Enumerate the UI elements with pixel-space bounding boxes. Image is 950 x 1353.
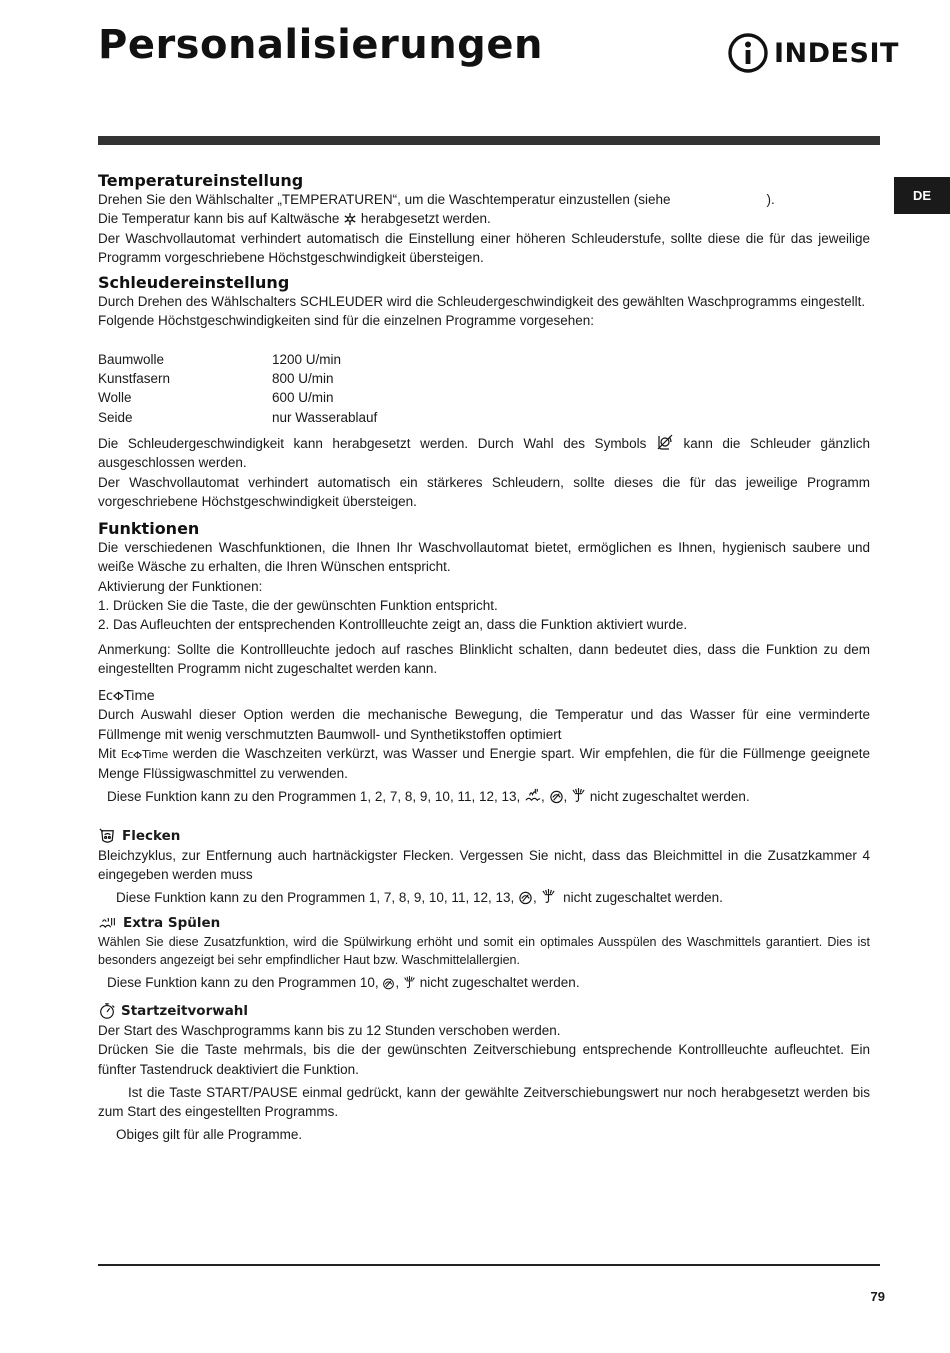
- page-number: 79: [870, 1289, 885, 1304]
- ecotime-note: Diese Funktion kann zu den Programmen 1, 2, 7, 8, 9, 10, 11, 12, 13, , , nicht zugeschaltet werden.: [107, 789, 750, 805]
- speed-cell: nur Wasserablauf: [272, 409, 378, 425]
- wool-icon: [524, 787, 541, 804]
- flecken-note: Diese Funktion kann zu den Programmen 1, 7, 8, 9, 10, 11, 12, 13, , nicht zugeschaltet werden.: [116, 890, 723, 906]
- page-title: Personalisierungen: [98, 22, 543, 68]
- shower-icon: [541, 888, 556, 905]
- speed-cell: 1200 U/min: [272, 351, 342, 367]
- program-cell: Wolle: [98, 390, 132, 406]
- silk-icon: [549, 789, 564, 804]
- section-funktionen: [98, 519, 870, 678]
- no-spin-icon: [656, 433, 674, 451]
- language-tab: DE: [894, 177, 950, 214]
- heading-startzeitvorwahl: Startzeitvorwahl: [98, 1002, 870, 1021]
- brand-logo: [727, 32, 899, 74]
- startzeit-para4: Obiges gilt für alle Programme.: [116, 1127, 303, 1143]
- footer-rule: [98, 1264, 880, 1266]
- shower-icon: [403, 975, 416, 990]
- main-content: [98, 171, 870, 1145]
- flecken-para1: Bleichzyklus, zur Entfernung auch hartnäckigster Flecken. Vergessen Sie nicht, dass das Bleichmittel in die Zusatzkammer 4 eingegeben werden muss: [98, 847, 870, 883]
- speed-table: [98, 350, 377, 427]
- heading-flecken: Flecken: [98, 827, 870, 846]
- section-schleuder: [98, 273, 870, 511]
- startzeit-para1: Der Start des Waschprogramms kann bis zu 12 Stunden verschoben werden.: [98, 1022, 561, 1038]
- brand-i-icon: [727, 32, 769, 74]
- funktionen-intro: Die verschiedenen Waschfunktionen, die Ihnen Ihr Waschvollautomat bietet, ermöglichen es Ihnen, hygienisch saubere und weiße Wäsche zu erhalten, die Ihren Wünschen entspricht.: [98, 540, 870, 575]
- header-rule: [98, 136, 880, 145]
- snowflake-icon: [343, 212, 357, 226]
- section-extra-spuelen: [98, 914, 870, 992]
- funktionen-note: Anmerkung: Sollte die Kontrollleuchte jedoch auf rasches Blinklicht schalten, dann bedeutet dies, dass die Funktion zu dem eingestellten Programm nicht zugeschaltet werden kann.: [98, 641, 870, 676]
- schleuder-para4: Der Waschvollautomat verhindert automatisch ein stärkeres Schleudern, sollte dieses die für das jeweilige Programm vorgeschriebene Höchstgeschwindigkeit übersteigen.: [98, 474, 870, 509]
- program-cell: Baumwolle: [98, 351, 165, 367]
- table-row: [98, 388, 377, 407]
- ecotime-para2: Mit Ec Time werden die Waschzeiten verkürzt, was Wasser und Energie spart. Wir empfehlen, die für die Füllmenge geeignete Menge Flüssigwaschmittel zu verwenden.: [98, 745, 870, 782]
- speed-cell: 800 U/min: [272, 371, 334, 387]
- schleuder-para3: Die Schleudergeschwindigkeit kann herabgesetzt werden. Durch Wahl des Symbols kann die Schleuder gänzlich ausgeschlossen werden.: [98, 433, 870, 473]
- heading-temperatur: Temperatureinstellung: [98, 171, 304, 190]
- program-cell: Kunstfasern: [98, 371, 171, 387]
- temperatur-line2: Die Temperatur kann bis auf Kaltwäsche herabgesetzt werden.: [98, 211, 491, 227]
- heading-extra-spuelen: Extra Spülen: [98, 914, 870, 933]
- brand-name: INDESIT: [774, 37, 899, 69]
- extra-note: Diese Funktion kann zu den Programmen 10, , nicht zugeschaltet werden.: [107, 974, 580, 990]
- table-row: [98, 350, 377, 369]
- ecotime-inline: Ec Time: [120, 747, 169, 761]
- eco-diamond-icon: [113, 691, 124, 701]
- silk-icon: [382, 977, 395, 990]
- table-row: [98, 408, 377, 427]
- heading-funktionen: Funktionen: [98, 519, 200, 539]
- ecotime-para1: Durch Auswahl dieser Option werden die mechanische Bewegung, die Temperatur und das Wasser für eine verminderte Füllmenge mit wenig verschmutzten Baumwoll- und Synthetikstoffen optimiert: [98, 707, 870, 742]
- timer-icon: [98, 1002, 116, 1020]
- stain-icon: [98, 827, 117, 846]
- startzeit-para2: Drücken Sie die Taste mehrmals, bis die der gewünschten Zeitverschiebung entsprechende Kontrollleuchte aufleuchtet. Ein fünfter Tastendruck deaktiviert die Funktion.: [98, 1042, 870, 1077]
- speed-cell: 600 U/min: [272, 390, 334, 406]
- section-startzeitvorwahl: [98, 1002, 870, 1145]
- program-cell: Seide: [98, 409, 133, 425]
- temperatur-para2: Der Waschvollautomat verhindert automatisch die Einstellung einer höheren Schleuderstufe, sollte diese die für das jeweilige Programm vorgeschriebene Höchstgeschwindigkeit übersteigen.: [98, 230, 870, 265]
- funktionen-step1: 1. Drücken Sie die Taste, die der gewünschten Funktion entspricht.: [98, 598, 498, 614]
- eco-diamond-icon: [133, 751, 142, 759]
- startzeit-para3: Ist die Taste START/PAUSE einmal gedrückt, kann der gewählte Zeitverschiebungswert nur noch herabgesetzt werden bis zum Start des eingestellten Programms.: [98, 1084, 870, 1120]
- temperatur-line1: Drehen Sie den Wählschalter „TEMPERATUREN“, um die Waschtemperatur einzustellen (siehe ).: [98, 192, 775, 207]
- shower-icon: [571, 787, 586, 804]
- heading-schleuder: Schleudereinstellung: [98, 273, 290, 293]
- table-row: [98, 369, 377, 388]
- extra-rinse-icon: [98, 916, 118, 931]
- section-temperatur: [98, 171, 870, 267]
- section-flecken: [98, 827, 870, 908]
- section-ecotime: [98, 688, 870, 806]
- schleuder-para1: Durch Drehen des Wählschalters SCHLEUDER wird die Schleudergeschwindigkeit des gewählten Waschprogramms eingestellt.: [98, 294, 866, 310]
- ecotime-label: Ec Time: [98, 689, 155, 705]
- funktionen-activation: Aktivierung der Funktionen:: [98, 578, 263, 594]
- funktionen-step2: 2. Das Aufleuchten der entsprechenden Kontrollleuchte zeigt an, dass die Funktion aktiviert wurde.: [98, 617, 688, 633]
- extra-para1: Wählen Sie diese Zusatzfunktion, wird die Spülwirkung erhöht und somit ein optimales Ausspülen des Waschmittels garantiert. Dies ist besonders angezeigt bei sehr empfindlicher Haut bzw. Waschmittelallergien.: [98, 934, 870, 967]
- silk-icon: [518, 890, 533, 905]
- schleuder-para2: Folgende Höchstgeschwindigkeiten sind für die einzelnen Programme vorgesehen:: [98, 313, 595, 329]
